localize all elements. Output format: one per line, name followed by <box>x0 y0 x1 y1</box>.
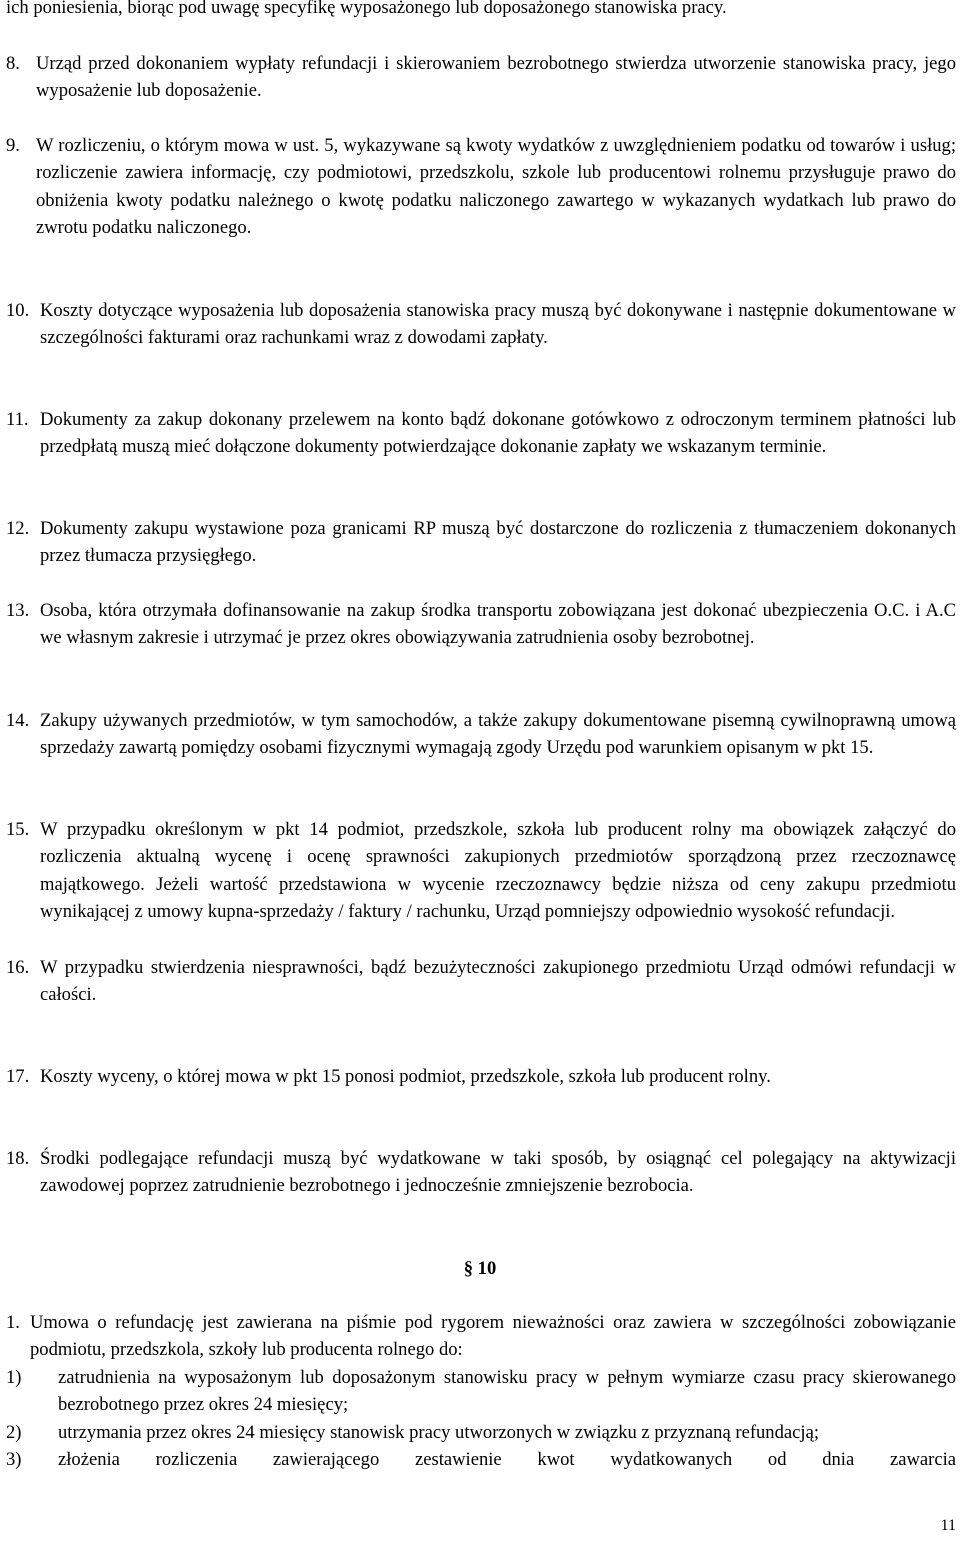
item-text: Dokumenty za zakup dokonany przelewem na konto bądź dokonane gotówkowo z odroczonym terminem płatności lub przedpłatą muszą mieć dołączone dokumenty potwierdzające dokonanie zapłaty we wskazanym terminie. <box>40 409 956 458</box>
sub-list-item <box>6 1364 956 1419</box>
item-text: W przypadku określonym w pkt 14 podmiot, przedszkole, szkoła lub producent rolny ma obowiązek załączyć do rozliczenia aktualną wycenę i ocenę sprawności zakupionych przedmiotów sporządzoną przez rzeczoznawcę majątkowego. Jeżeli wartość przedstawiona w wycenie rzeczoznawcy będzie niższa od ceny zakupu przedmiotu wynikającej z umowy kupna-sprzedaży / faktury / rachunku, Urząd pomniejszy odpowiednio wysokość refundacji. <box>40 819 956 923</box>
item-text: W przypadku stwierdzenia niesprawności, bądź bezużyteczności zakupionego przedmiotu Urząd odmówi refundacji w całości. <box>40 957 956 1006</box>
sub-list-item <box>6 1446 956 1473</box>
list-item <box>6 597 956 652</box>
list-item <box>6 816 956 926</box>
item-number: 11. <box>6 409 29 430</box>
item-text: Środki podlegające refundacji muszą być wydatkowane w taki sposób, by osiągnąć cel polegający na aktywizacji zawodowej poprzez zatrudnienie bezrobotnego i jednocześnie zmniejszenie bezrobocia. <box>40 1148 956 1197</box>
sub-item-number: 2) <box>6 1421 22 1443</box>
sub-item-number: 1) <box>6 1366 22 1388</box>
continued-paragraph-line: ich poniesienia, biorąc pod uwagę specyfikę wyposażonego lub doposażonego stanowiska pracy. <box>6 0 727 18</box>
list-item <box>6 50 956 105</box>
item-number: 12. <box>6 518 30 539</box>
item-number: 14. <box>6 710 30 731</box>
item-number: 18. <box>6 1148 30 1169</box>
list-item <box>6 1063 956 1090</box>
item-number: 10. <box>6 300 30 321</box>
list-item <box>6 297 956 352</box>
item-text: Dokumenty zakupu wystawione poza granicami RP muszą być dostarczone do rozliczenia z tłumaczeniem dokonanych przez tłumacza przysięgłego. <box>40 518 956 567</box>
item-text: Umowa o refundację jest zawierana na piśmie pod rygorem nieważności oraz zawiera w szczególności zobowiązanie podmiotu, przedszkola, szkoły lub producenta rolnego do: <box>30 1312 956 1361</box>
item-number: 17. <box>6 1066 30 1087</box>
item-text: Koszty wyceny, o której mowa w pkt 15 ponosi podmiot, przedszkole, szkoła lub producent rolny. <box>40 1066 771 1087</box>
sub-item-text: złożenia rozliczenia zawierającego zestawienie kwot wydatkowanych od dnia zawarcia <box>58 1449 956 1471</box>
list-item <box>6 1145 956 1200</box>
item-text: Urząd przed dokonaniem wypłaty refundacji i skierowaniem bezrobotnego stwierdza utworzenie stanowiska pracy, jego wyposażenie lub doposażenie. <box>36 53 956 102</box>
item-text: Osoba, która otrzymała dofinansowanie na zakup środka transportu zobowiązana jest dokonać ubezpieczenia O.C. i A.C we własnym zakresie i utrzymać je przez okres obowiązywania zatrudnienia osoby bezrobotnej. <box>40 600 956 649</box>
item-number: 8. <box>6 53 20 74</box>
list-item <box>6 132 956 242</box>
list-item <box>6 954 956 1009</box>
item-number: 15. <box>6 819 30 840</box>
list-item <box>6 406 956 461</box>
sub-item-number: 3) <box>6 1449 22 1471</box>
sub-item-text: zatrudnienia na wyposażonym lub doposażonym stanowisku pracy w pełnym wymiarze czasu pracy skierowanego bezrobotnego przez okres 24 miesięcy; <box>58 1366 956 1416</box>
section-heading: § 10 <box>463 1258 497 1279</box>
page-number: 11 <box>940 1517 956 1534</box>
item-number: 9. <box>6 135 20 156</box>
sub-list-item <box>6 1419 956 1446</box>
item-number: 16. <box>6 957 30 978</box>
item-text: Zakupy używanych przedmiotów, w tym samochodów, a także zakupy dokumentowane pisemną cywilnoprawną umową sprzedaży zawartą pomiędzy osobami fizycznymi wymagają zgody Urzędu pod warunkiem opisanym w pkt 15. <box>40 710 956 759</box>
item-number: 1. <box>6 1312 20 1333</box>
item-text: Koszty dotyczące wyposażenia lub doposażenia stanowiska pracy muszą być dokonywane i następnie dokumentowane w szczególności fakturami oraz rachunkami wraz z dowodami zapłaty. <box>40 300 956 349</box>
list-item <box>6 515 956 570</box>
paragraph-head <box>6 1309 956 1364</box>
list-item <box>6 707 956 762</box>
sub-item-text: utrzymania przez okres 24 miesięcy stanowisk pracy utworzonych w związku z przyznaną refundacją; <box>58 1421 819 1443</box>
item-number: 13. <box>6 600 30 621</box>
item-text: W rozliczeniu, o którym mowa w ust. 5, wykazywane są kwoty wydatków z uwzględnieniem podatku od towarów i usług; rozliczenie zawiera informację, czy podmiotowi, przedszkolu, szkole lub producentowi rolnemu przysługuje prawo do obniżenia kwoty podatku należnego o kwotę podatku naliczonego zawartego w wykazanych wydatkach lub prawo do zwrotu podatku naliczonego. <box>36 135 956 239</box>
section-paragraph <box>6 1309 956 1473</box>
